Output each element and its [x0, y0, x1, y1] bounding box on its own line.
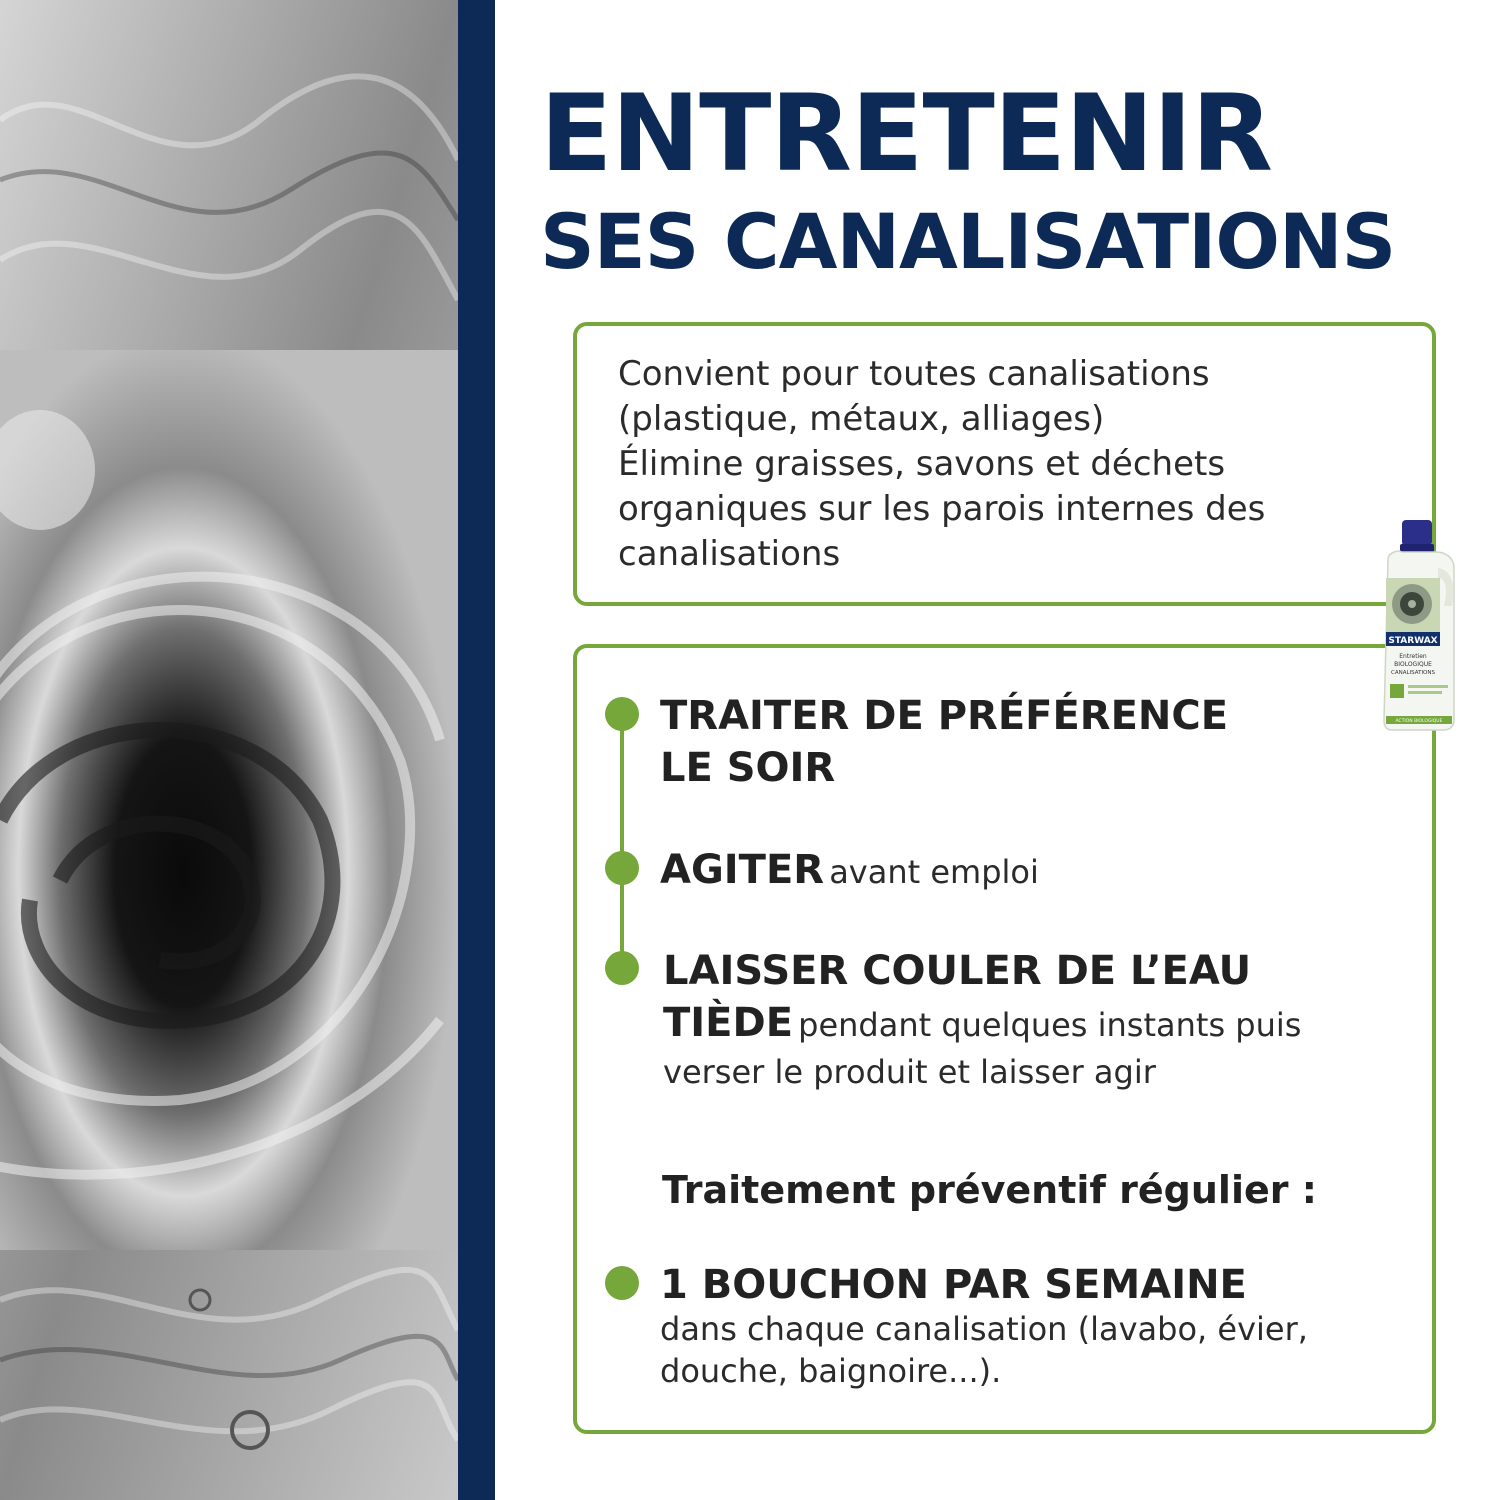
- info-line: (plastique, métaux, alliages): [618, 399, 1105, 439]
- step-regular-text: pendant quelques instants puis: [798, 1006, 1302, 1044]
- timeline-dot-icon: [605, 1266, 639, 1300]
- navy-stripe: [458, 0, 495, 1500]
- step-regular-text: verser le produit et laisser agir: [663, 1053, 1156, 1091]
- step-item: [660, 1262, 1380, 1392]
- info-line: Élimine graisses, savons et déchets: [618, 444, 1226, 484]
- page-title-line1: ENTRETENIR: [540, 72, 1272, 195]
- product-label: CANALISATIONS: [1390, 670, 1436, 676]
- product-footer: ACTION BIOLOGIQUE: [1395, 719, 1443, 724]
- timeline-dot-icon: [605, 851, 639, 885]
- product-bottle-image: [1380, 520, 1462, 732]
- step-regular-text: dans chaque canalisation (lavabo, évier,: [660, 1310, 1308, 1348]
- preventive-heading: Traitement préventif régulier :: [662, 1168, 1317, 1212]
- step-item: [663, 945, 1403, 1093]
- timeline-dot-icon: [605, 951, 639, 985]
- info-line: organiques sur les parois internes des: [618, 489, 1266, 529]
- bottle-illustration: [1380, 520, 1462, 732]
- product-label: Entretien: [1399, 653, 1427, 660]
- step-item: [660, 690, 1360, 794]
- product-label: BIOLOGIQUE: [1394, 661, 1432, 668]
- step-regular-text: avant emploi: [829, 853, 1039, 891]
- step-bold-text: TIÈDE: [663, 1000, 794, 1046]
- step-item: [660, 844, 1360, 904]
- product-brand: STARWAX: [1388, 636, 1438, 646]
- page-title-line2: SES CANALISATIONS: [540, 197, 1396, 286]
- info-text: [618, 352, 1398, 577]
- step-bold-text: TRAITER DE PRÉFÉRENCE: [660, 693, 1229, 739]
- info-line: Convient pour toutes canalisations: [618, 354, 1210, 394]
- step-regular-text: douche, baignoire...).: [660, 1352, 1002, 1390]
- step-bold-text: 1 BOUCHON PAR SEMAINE: [660, 1262, 1247, 1308]
- step-bold-text: LE SOIR: [660, 745, 836, 791]
- timeline-line: [620, 714, 624, 968]
- drain-water-photo: [0, 0, 458, 1500]
- info-line: canalisations: [618, 534, 841, 574]
- timeline-dot-icon: [605, 697, 639, 731]
- drain-water-illustration: [0, 0, 458, 1500]
- step-bold-text: LAISSER COULER DE L’EAU: [663, 948, 1252, 994]
- step-bold-text: AGITER: [660, 847, 825, 893]
